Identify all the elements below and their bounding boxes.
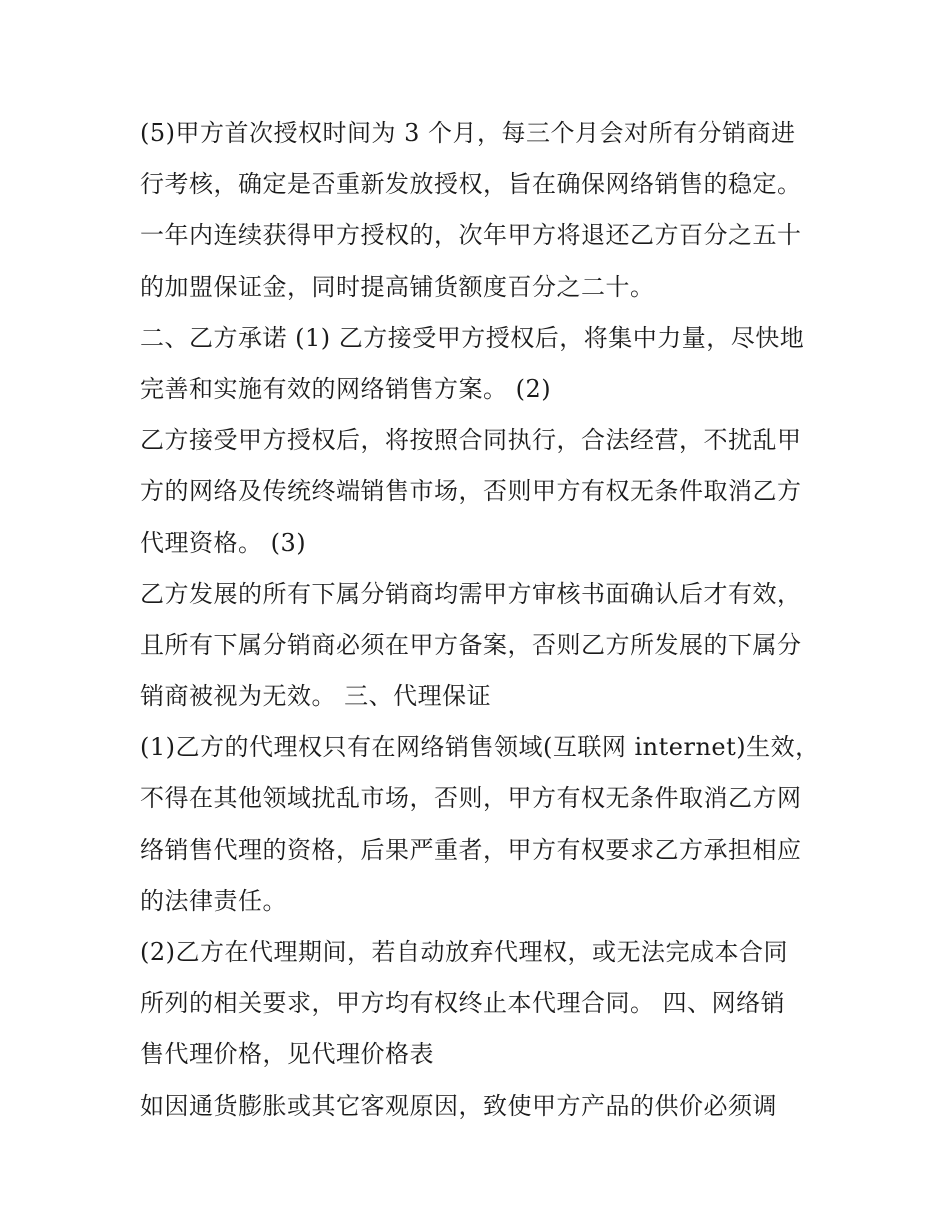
- text-line: 如因通货膨胀或其它客观原因，致使甲方产品的供价必须调: [140, 1091, 777, 1120]
- text-line: 络销售代理的资格，后果严重者，甲方有权要求乙方承担相应: [140, 835, 802, 864]
- text-line: 乙方发展的所有下属分销商均需甲方审核书面确认后才有效，: [140, 579, 802, 608]
- text-line: 销商被视为无效。 三、代理保证: [140, 682, 492, 711]
- text-line: 二、乙方承诺 (1) 乙方接受甲方授权后，将集中力量，尽快地: [140, 323, 805, 352]
- text-line: 不得在其他领域扰乱市场，否则，甲方有权无条件取消乙方网: [140, 784, 802, 813]
- text-line: 的法律责任。: [140, 886, 287, 915]
- text-line: 行考核，确定是否重新发放授权，旨在确保网络销售的稳定。: [140, 170, 802, 199]
- text-line: (5)甲方首次授权时间为 3 个月，每三个月会对所有分销商进: [140, 119, 796, 147]
- document-body: [140, 108, 830, 1132]
- text-line: 代理资格。 (3): [140, 528, 307, 557]
- text-line: 的加盟保证金，同时提高铺货额度百分之二十。: [140, 272, 655, 301]
- text-line: (2)乙方在代理期间，若自动放弃代理权，或无法完成本合同: [140, 938, 788, 966]
- text-line: 完善和实施有效的网络销售方案。 (2): [140, 374, 552, 403]
- text-line: 乙方接受甲方授权后，将按照合同执行，合法经营，不扰乱甲: [140, 426, 802, 455]
- text-line: (1)乙方的代理权只有在网络销售领域(互联网 internet)生效，: [140, 733, 820, 762]
- text-line: 方的网络及传统终端销售市场，否则甲方有权无条件取消乙方: [140, 477, 802, 506]
- text-line: 且所有下属分销商必须在甲方备案，否则乙方所发展的下属分: [140, 630, 802, 659]
- text-line: 售代理价格，见代理价格表: [140, 1040, 434, 1069]
- text-line: 一年内连续获得甲方授权的，次年甲方将退还乙方百分之五十: [140, 221, 802, 250]
- text-line: 所列的相关要求，甲方均有权终止本代理合同。 四、网络销: [140, 989, 786, 1018]
